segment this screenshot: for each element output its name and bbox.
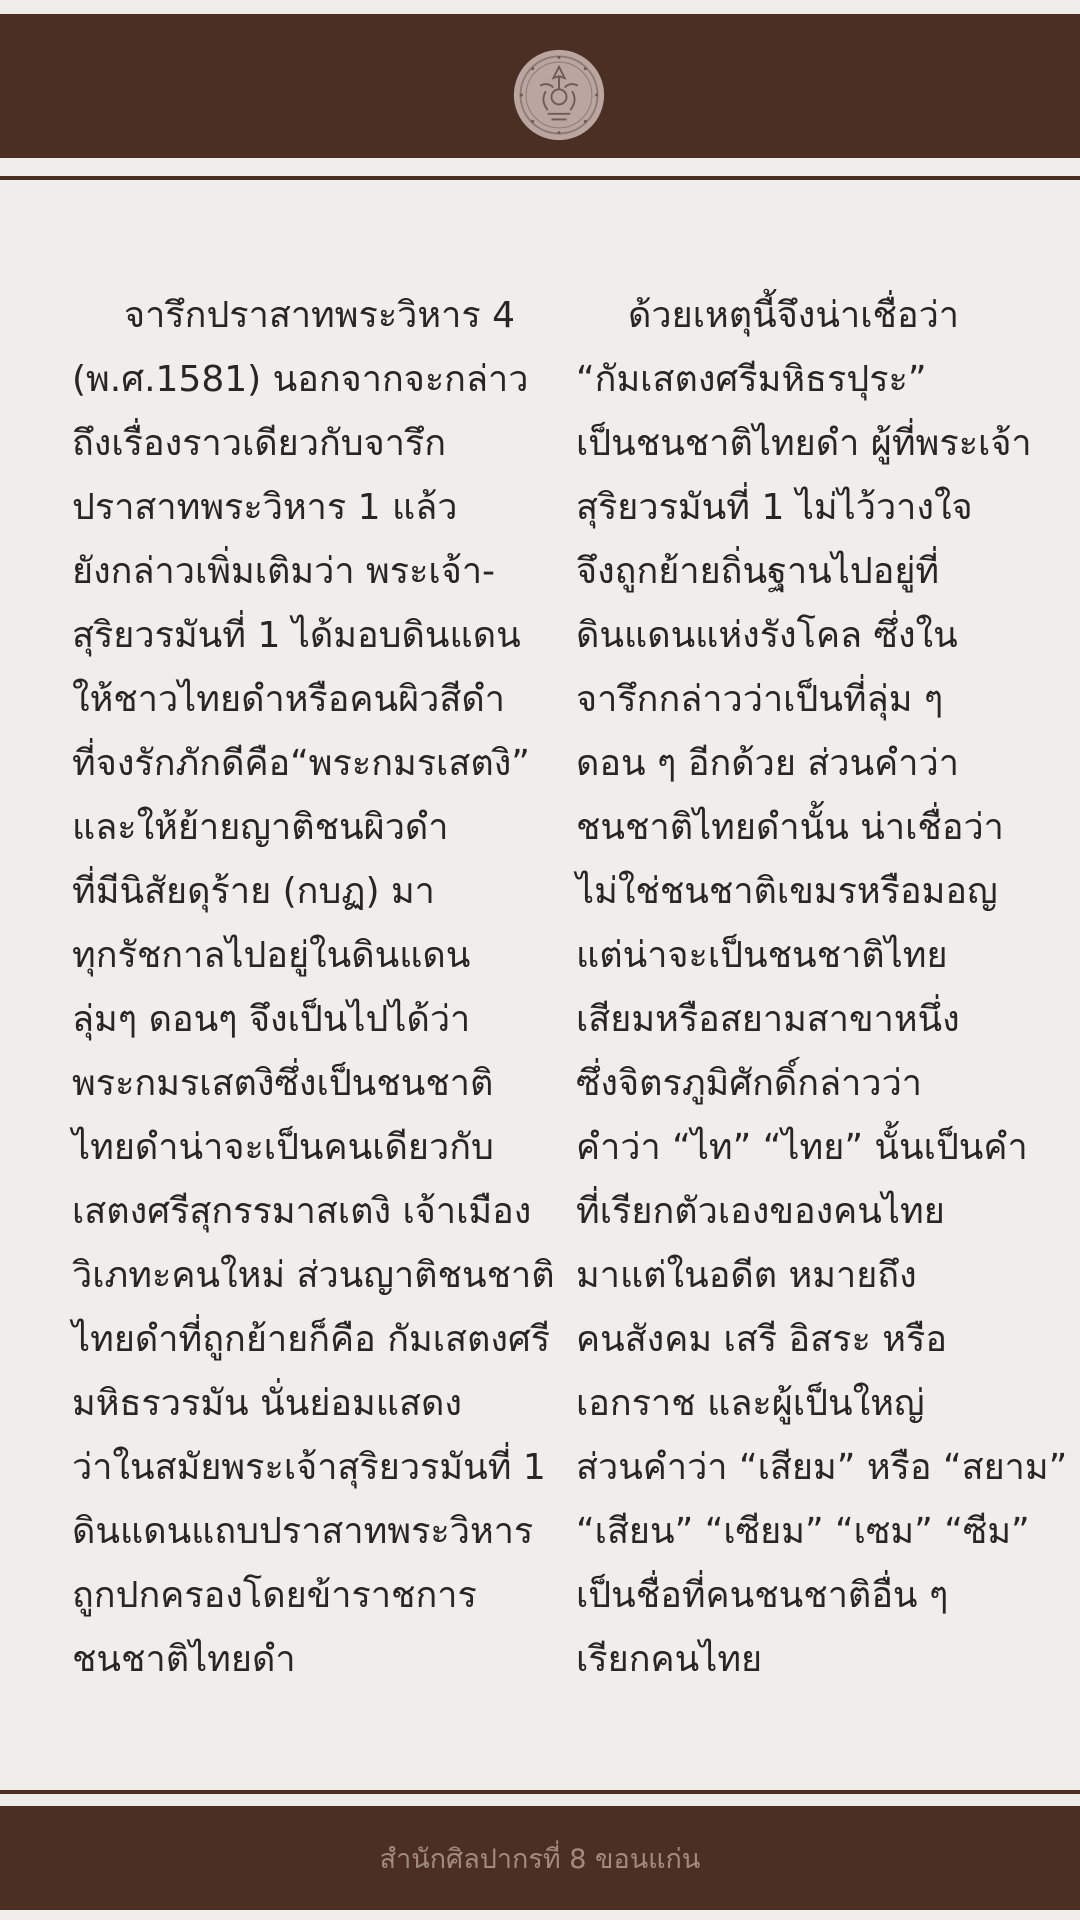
right-text-column xyxy=(576,284,1068,1692)
text-line: ทุกรัชกาลไปอยู่ในดินแดน xyxy=(72,935,471,976)
text-line: ชนชาติไทยดำ xyxy=(72,1639,296,1680)
text-line: ซึ่งจิตรภูมิศักดิ์กล่าวว่า xyxy=(576,1063,923,1104)
text-line: ปราสาทพระวิหาร 1 แล้ว xyxy=(72,487,458,528)
text-line: พระกมรเสตงิซึ่งเป็นชนชาติ xyxy=(72,1063,494,1104)
text-line: สุริยวรมันที่ 1 ไม่ไว้วางใจ xyxy=(576,487,973,528)
text-line: (พ.ศ.1581) นอกจากจะกล่าว xyxy=(72,359,529,400)
footer-office-name: สำนักศิลปากรที่ 8 ขอนแก่น xyxy=(379,1843,701,1875)
text-line: มาแต่ในอดีต หมายถึง xyxy=(576,1255,917,1296)
text-line: เอกราช และผู้เป็นใหญ่ xyxy=(576,1383,925,1424)
text-line: ที่มีนิสัยดุร้าย (กบฏ) มา xyxy=(72,871,435,912)
text-line: ไทยดำน่าจะเป็นคนเดียวกับ xyxy=(72,1127,494,1168)
header-band xyxy=(0,14,1080,158)
text-line: ลุ่มๆ ดอนๆ จึงเป็นไปได้ว่า xyxy=(72,999,471,1040)
text-line: ที่จงรักภักดีคือ“พระกมรเสตงิ” xyxy=(72,743,530,784)
text-line: ด้วยเหตุนี้จึงน่าเชื่อว่า xyxy=(628,295,959,336)
text-line: และให้ย้ายญาติชนผิวดำ xyxy=(72,807,449,848)
top-divider xyxy=(0,176,1080,180)
text-line: เสียมหรือสยามสาขาหนึ่ง xyxy=(576,999,960,1040)
text-line: แต่น่าจะเป็นชนชาติไทย xyxy=(576,935,948,976)
text-line: ว่าในสมัยพระเจ้าสุริยวรมันที่ 1 xyxy=(72,1447,546,1488)
text-line: ถูกปกครองโดยข้าราชการ xyxy=(72,1575,477,1616)
temple-seal-icon xyxy=(512,48,606,142)
text-line: ไทยดำที่ถูกย้ายก็คือ กัมเสตงศรี xyxy=(72,1319,551,1360)
text-line: ให้ชาวไทยดำหรือคนผิวสีดำ xyxy=(72,679,505,720)
text-line: เป็นชนชาติไทยดำ ผู้ที่พระเจ้า xyxy=(576,423,1032,464)
footer-band xyxy=(0,1806,1080,1910)
text-line: เสตงศรีสุกรรมาสเตงิ เจ้าเมือง xyxy=(72,1191,532,1232)
text-line: ดินแดนแห่งรังโคล ซึ่งใน xyxy=(576,615,958,656)
bottom-divider xyxy=(0,1790,1080,1794)
text-line: สุริยวรมันที่ 1 ได้มอบดินแดน xyxy=(72,615,521,656)
text-line: วิเภทะคนใหม่ ส่วนญาติชนชาติ xyxy=(72,1255,555,1296)
text-line: ยังกล่าวเพิ่มเติมว่า พระเจ้า- xyxy=(72,551,496,592)
text-line: คำว่า “ไท” “ไทย” นั้นเป็นคำ xyxy=(576,1127,1028,1168)
text-line: ถึงเรื่องราวเดียวกับจารึก xyxy=(72,423,447,464)
text-line: เรียกคนไทย xyxy=(576,1639,763,1680)
text-line: ชนชาติไทยดำนั้น น่าเชื่อว่า xyxy=(576,807,1004,848)
left-text-column xyxy=(72,284,555,1692)
text-line: ดอน ๆ อีกด้วย ส่วนคำว่า xyxy=(576,743,959,784)
text-line: ดินแดนแถบปราสาทพระวิหาร xyxy=(72,1511,534,1552)
text-line: “เสียน” “เซียม” “เซม” “ซีม” xyxy=(576,1511,1030,1552)
text-line: ส่วนคำว่า “เสียม” หรือ “สยาม” xyxy=(576,1447,1068,1488)
text-line: “กัมเสตงศรีมหิธรปุระ” xyxy=(576,359,927,400)
text-line: มหิธรวรมัน นั่นย่อมแสดง xyxy=(72,1383,462,1424)
text-line: ไม่ใช่ชนชาติเขมรหรือมอญ xyxy=(576,871,998,912)
text-line: จึงถูกย้ายถิ่นฐานไปอยู่ที่ xyxy=(576,551,940,592)
text-line: คนสังคม เสรี อิสระ หรือ xyxy=(576,1319,947,1360)
text-line: เป็นชื่อที่คนชนชาติอื่น ๆ xyxy=(576,1575,949,1616)
text-line: จารึกกล่าวว่าเป็นที่ลุ่ม ๆ xyxy=(576,679,944,720)
text-line: จารึกปราสาทพระวิหาร 4 xyxy=(124,295,516,336)
text-line: ที่เรียกตัวเองของคนไทย xyxy=(576,1191,945,1232)
